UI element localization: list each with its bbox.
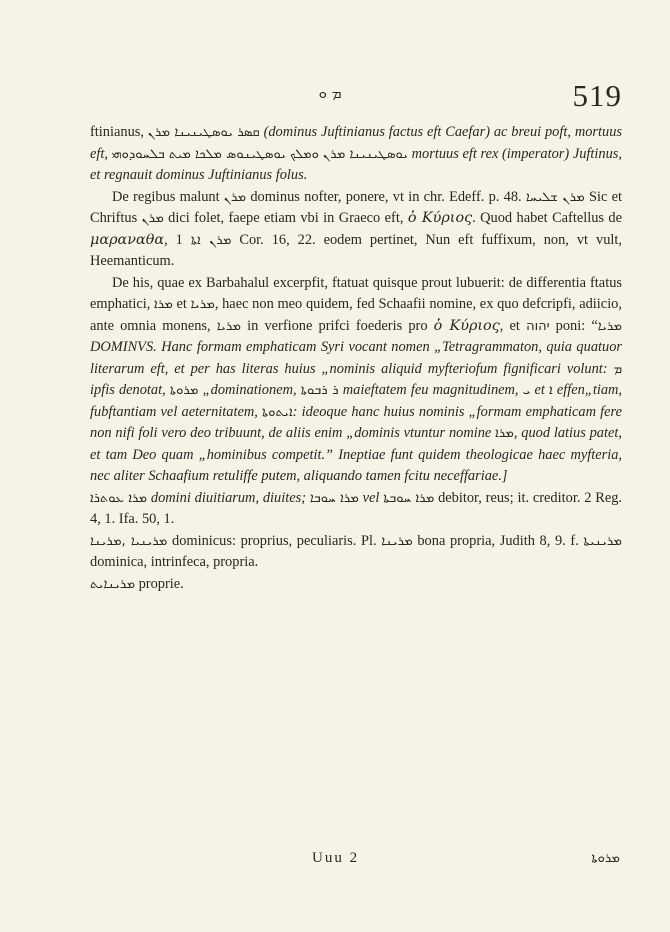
syriac-headword: ܡܪܝܢܐܝܬ [90, 576, 136, 592]
syriac-word: ܡܪܐ [495, 426, 514, 441]
paragraph-1: ftinianus, ܩܣܪ ܝܘܣܛܝܢܝܢܐ ܡܪܢ (dominus Juftinianus factus eft Caefar) ac breui poft, mortuus eft, ܝܘܣܛܝܢܝܢܐ ܡܪܢ ܘܡܠܟ ܝܘܣܛܝܢܘܣ ܡܠܟܐ ܡܝܬ ܒܠܚܘܕܘܗܝ mortuus eft rex (imperator) Juftinus, et regnauit dominus Juftinianus folus. [90, 124, 622, 183]
catchword: ܡܪܘܬܐ [591, 851, 620, 866]
syriac-word: ܝܘܣܛܝܢܝܢܐ ܡܪܢ ܘܡܠܟ ܝܘܣܛܝܢܘܣ ܡܠܟܐ ܡܝܬ ܒܠܚܘܕܘܗܝ [111, 146, 408, 162]
syriac-word: ܡܪܝܐ [597, 318, 622, 334]
syriac-word: ܡܪܢ ܫܠܝܚܐ [525, 189, 585, 205]
greek-word: ὁ Κύριος [407, 210, 473, 226]
hebrew-word: יהוה [526, 318, 550, 334]
syriac-word: ܡܪܢ [141, 211, 164, 226]
syriac-word: ܝ [522, 383, 531, 398]
greek-word: ὁ Κύριος [433, 317, 500, 334]
syriac-word: ܡܪܐ ܚܘܒܬܐ [383, 490, 435, 506]
syriac-word: ܡܪܝܢܝܬܐ [583, 533, 622, 549]
dictionary-entry: ܡܪܝܢܝܐ ,ܡܪܝܢܐ dominicus: proprius, peculiaris. Pl. ܡܪܝܢܐ bona propria, Judith 8, 9. f. ܡܪܝܢܝܬܐ dominica, intrinfeca, propria. [90, 532, 622, 570]
greek-word: μαραναθα [90, 231, 165, 248]
syriac-word: ܩܣܪ ܝܘܣܛܝܢܝܢܐ ܡܪܢ [147, 125, 260, 140]
syriac-word: ܡܪܘܬܐ [169, 383, 199, 398]
dictionary-entry: ܡܪܝܢܐܝܬ proprie. [90, 575, 184, 592]
paragraph-2: De regibus malunt ܡܪܢ dominus nofter, ponere, vt in chr. Edeff. p. 48. ܡܪܢ ܫܠܝܚܐ Sic et Chriftus ܡܪܢ dici folet, faepe etiam vbi in Graeco eft, ὁ Κύριος. Quod habet Caftellus de μαραναθα, ܡܪܢ ܐܬܐ 1 Cor. 16, 22. eodem pertinet, Nun eft fuffixum, non, vt vult, Heemanticum. [90, 188, 623, 269]
syriac-word: ܡܪܝܢܐ [381, 533, 413, 549]
dictionary-entry: ܡܪܐ ܥܘܬܪܐ domini diuitiarum, diuites; ܡܪܐ ܚܘܒܐ vel ܡܪܐ ܚܘܒܬܐ debitor, reus; it. creditor. 2 Reg. 4, 1. Ifa. 50, 1. [90, 489, 623, 527]
syriac-headword: ܡܪܐ ܥܘܬܪܐ [90, 490, 148, 506]
syriac-word: ܡܪܝܐ [216, 318, 241, 334]
syriac-word: ܐ [549, 383, 553, 398]
page-footer [0, 850, 670, 874]
syriac-word: ܡܪܢ ܐܬܐ [190, 232, 232, 248]
syriac-word: ܡܪܐ [154, 297, 173, 312]
running-head-syriac: ܡ ܘ [318, 84, 342, 102]
syriac-word: ܡܪܢ [223, 189, 247, 205]
page-body [90, 122, 622, 595]
syriac-headword: ܡܪܝܢܝܐ ,ܡܪܝܢܐ [90, 533, 168, 549]
page-number: 519 [572, 78, 622, 113]
syriac-word: ܡܪܐ ܚܘܒܐ [309, 490, 359, 506]
syriac-word: ܪ ܪܒܘܬܐ [300, 383, 339, 398]
syriac-word: ܡ [613, 361, 622, 377]
syriac-word: ܐܝܬܘܬܐ [262, 404, 293, 420]
signature-mark: Uuu 2 [312, 850, 360, 866]
paragraph-3: De his, quae ex Barbahalul excerpfit, ftatuat quisque prout lubuerit: de differentia ftatus emphatici, ܡܪܐ et ܡܪܝܐ, haec non meo quidem, fed Schaafii nomine, ex quo defcripfi, adiicio, ante omnia monens, ܡܪܝܐ in verfione prifci foederis pro ὁ Κύριος, et יהוה poni: “ܡܪܝܐ DOMINVS. Hanc formam emphaticam Syri vocant nomen „Tetragrammaton, quia quatuor literarum eft, et per has literas huius „nominis aliquid myfteriofum fignificari volunt: ܡ ipfis denotat, ܡܪܘܬܐ „dominationem, ܪ ܪܒܘܬܐ maieftatem feu magnitudinem, ܝ et ܐ effen„tiam, fubftantiam vel aeternitatem, ܐܝܬܘܬܐ: ideoque hanc huius nominis „formam emphaticam fere non nifi foli vero deo tribuunt, de aliis enim „dominis vtuntur nomine ܡܪܐ, quod latius patet, et tam Deo quam „hominibus competit.” Ineptiae funt quidem theologicae haec myfteria, nec aliter Schaafium retuliffe putem, aliquando tamen fcitu neceffariae.] [90, 274, 623, 484]
syriac-word: ܡܪܝܐ [190, 297, 215, 312]
